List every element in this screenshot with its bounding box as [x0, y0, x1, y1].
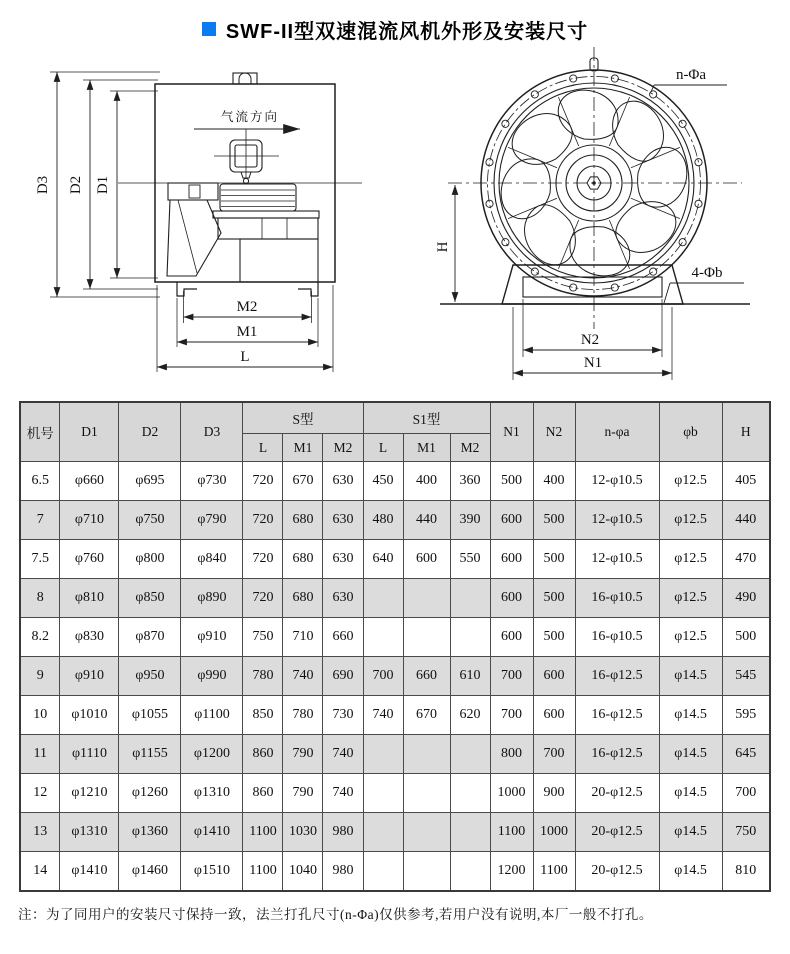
dimension-lines	[57, 72, 333, 367]
dim-d2-label: D2	[68, 175, 84, 195]
table-cell	[403, 774, 450, 813]
table-cell: 660	[323, 618, 363, 657]
mounting-foot-left	[177, 282, 197, 296]
table-cell	[363, 735, 403, 774]
table-cell: 500	[533, 501, 575, 540]
header-d3: D3	[181, 402, 243, 462]
table-cell: 1000	[490, 774, 533, 813]
table-cell: 400	[403, 462, 450, 501]
table-cell: 12-φ10.5	[575, 462, 659, 501]
header-phi-b: φb	[659, 402, 722, 462]
table-cell: 790	[283, 774, 323, 813]
table-cell: φ730	[181, 462, 243, 501]
table-cell: 730	[323, 696, 363, 735]
table-cell: 630	[323, 540, 363, 579]
table-cell: 600	[403, 540, 450, 579]
table-cell: 780	[283, 696, 323, 735]
table-cell: φ14.5	[659, 852, 722, 892]
lifting-lug	[233, 73, 257, 84]
header-s-m1: M1	[283, 434, 323, 462]
table-cell: 14	[20, 852, 60, 892]
table-cell: 710	[283, 618, 323, 657]
table-cell: 640	[363, 540, 403, 579]
table-cell: 500	[533, 540, 575, 579]
table-cell: 680	[283, 579, 323, 618]
table-cell: 600	[533, 657, 575, 696]
table-cell: 600	[533, 696, 575, 735]
table-row	[20, 852, 770, 892]
table-cell: 645	[722, 735, 770, 774]
table-cell: 850	[243, 696, 283, 735]
table-cell: 16-φ10.5	[575, 618, 659, 657]
header-s1-m2: M2	[450, 434, 490, 462]
table-cell: 6.5	[20, 462, 60, 501]
table-cell: φ1200	[181, 735, 243, 774]
table-cell: 12	[20, 774, 60, 813]
fan-front-view	[440, 47, 750, 380]
table-cell: φ12.5	[659, 618, 722, 657]
table-cell: 1100	[533, 852, 575, 892]
table-cell: 16-φ12.5	[575, 735, 659, 774]
junction-box	[214, 129, 279, 184]
table-cell	[450, 813, 490, 852]
motor-pedestal	[240, 239, 318, 282]
table-cell: 500	[533, 579, 575, 618]
table-cell: φ14.5	[659, 813, 722, 852]
table-cell	[403, 813, 450, 852]
dim-m2-label: M2	[236, 299, 258, 315]
table-cell: 500	[722, 618, 770, 657]
table-cell: 740	[323, 735, 363, 774]
table-cell	[363, 813, 403, 852]
table-cell: φ1510	[181, 852, 243, 892]
header-s-type: S型	[243, 402, 363, 434]
table-cell: 8	[20, 579, 60, 618]
table-cell: φ850	[119, 579, 181, 618]
table-cell: φ14.5	[659, 657, 722, 696]
table-cell: φ1055	[119, 696, 181, 735]
table-row	[20, 813, 770, 852]
table-cell: 720	[243, 462, 283, 501]
motor	[213, 184, 319, 239]
table-cell: 16-φ10.5	[575, 579, 659, 618]
header-s1-m1: M1	[403, 434, 450, 462]
table-cell: 11	[20, 735, 60, 774]
dim-l-label: L	[240, 349, 250, 365]
table-cell: 700	[490, 657, 533, 696]
header-d2: D2	[119, 402, 181, 462]
table-cell: 740	[363, 696, 403, 735]
table-cell: φ12.5	[659, 462, 722, 501]
table-cell	[450, 735, 490, 774]
table-cell: 390	[450, 501, 490, 540]
table-cell: 7	[20, 501, 60, 540]
table-cell: 810	[722, 852, 770, 892]
table-cell: 20-φ12.5	[575, 774, 659, 813]
table-cell: φ840	[181, 540, 243, 579]
table-cell: 500	[490, 462, 533, 501]
table-cell: 720	[243, 501, 283, 540]
table-cell: 595	[722, 696, 770, 735]
header-s-m2: M2	[323, 434, 363, 462]
page-title: SWF-II型双速混流风机外形及安装尺寸	[225, 20, 589, 43]
table-cell: 1000	[533, 813, 575, 852]
table-cell	[363, 852, 403, 892]
table-cell: 620	[450, 696, 490, 735]
table-cell: φ950	[119, 657, 181, 696]
header-machine-no: 机号	[20, 402, 60, 462]
table-cell: φ1310	[181, 774, 243, 813]
header-d1: D1	[60, 402, 119, 462]
extension-lines	[50, 72, 333, 372]
table-cell: 630	[323, 462, 363, 501]
dim-d3-label: D3	[35, 175, 51, 195]
table-cell: 700	[490, 696, 533, 735]
table-row	[20, 501, 770, 540]
dim-d1-label: D1	[95, 175, 111, 195]
table-cell: 630	[323, 579, 363, 618]
table-cell: 600	[490, 540, 533, 579]
table-cell: φ910	[181, 618, 243, 657]
table-cell: 740	[283, 657, 323, 696]
table-cell: φ750	[119, 501, 181, 540]
table-cell: 20-φ12.5	[575, 852, 659, 892]
table-cell: 700	[722, 774, 770, 813]
table-cell	[403, 579, 450, 618]
table-cell: 900	[533, 774, 575, 813]
table-cell: 480	[363, 501, 403, 540]
table-cell: 680	[283, 501, 323, 540]
footnote: 注：为了同用户的安装尺寸保持一致，法兰打孔尺寸(n-Φa)仅供参考,若用户没有说明,本厂一般不打孔。	[18, 907, 653, 922]
fan-side-view	[50, 72, 362, 372]
table-cell: 16-φ12.5	[575, 657, 659, 696]
table-cell: 860	[243, 774, 283, 813]
table-cell: φ830	[60, 618, 119, 657]
table-cell: 1040	[283, 852, 323, 892]
table-cell: 490	[722, 579, 770, 618]
table-cell: 700	[533, 735, 575, 774]
table-cell: φ1260	[119, 774, 181, 813]
table-cell: φ790	[181, 501, 243, 540]
table-cell: 405	[722, 462, 770, 501]
table-cell: φ710	[60, 501, 119, 540]
table-cell: φ1410	[60, 852, 119, 892]
dim-m1-label: M1	[236, 324, 258, 340]
table-cell: φ1010	[60, 696, 119, 735]
table-cell: φ1210	[60, 774, 119, 813]
front-center-lines	[448, 47, 742, 329]
table-cell: 680	[283, 540, 323, 579]
table-cell: 545	[722, 657, 770, 696]
table-cell: 980	[323, 852, 363, 892]
table-cell: 500	[533, 618, 575, 657]
table-cell: 400	[533, 462, 575, 501]
table-cell: φ1110	[60, 735, 119, 774]
table-cell: 1100	[490, 813, 533, 852]
table-cell: 800	[490, 735, 533, 774]
table-cell: 860	[243, 735, 283, 774]
table-cell: φ12.5	[659, 579, 722, 618]
table-cell: 1100	[243, 852, 283, 892]
table-cell: φ800	[119, 540, 181, 579]
table-cell: φ695	[119, 462, 181, 501]
table-cell: 980	[323, 813, 363, 852]
table-cell	[450, 618, 490, 657]
mounting-foot-right	[298, 282, 318, 296]
table-row	[20, 579, 770, 618]
table-cell: 12-φ10.5	[575, 501, 659, 540]
table-cell: 1200	[490, 852, 533, 892]
table-cell: φ12.5	[659, 501, 722, 540]
table-cell: φ1100	[181, 696, 243, 735]
table-cell: 8.2	[20, 618, 60, 657]
page-title-row	[0, 0, 790, 45]
table-row	[20, 657, 770, 696]
table-cell: φ14.5	[659, 735, 722, 774]
table-cell: φ1310	[60, 813, 119, 852]
table-cell: 670	[283, 462, 323, 501]
table-cell: φ990	[181, 657, 243, 696]
table-cell: 600	[490, 618, 533, 657]
table-cell: 16-φ12.5	[575, 696, 659, 735]
table-cell: 690	[323, 657, 363, 696]
title-bullet-icon	[202, 22, 216, 36]
table-cell: 360	[450, 462, 490, 501]
table-row	[20, 735, 770, 774]
table-cell	[403, 735, 450, 774]
table-cell: 720	[243, 579, 283, 618]
table-cell: φ1360	[119, 813, 181, 852]
table-cell: 10	[20, 696, 60, 735]
table-cell: 750	[722, 813, 770, 852]
table-cell: φ660	[60, 462, 119, 501]
table-cell	[363, 774, 403, 813]
table-row	[20, 696, 770, 735]
table-cell	[363, 618, 403, 657]
flange-holes-label: n-Φa	[675, 67, 707, 83]
table-cell	[450, 579, 490, 618]
table-cell: 12-φ10.5	[575, 540, 659, 579]
header-s1-type: S1型	[363, 402, 490, 434]
spec-table-body	[20, 462, 770, 892]
table-cell: φ910	[60, 657, 119, 696]
table-cell: φ14.5	[659, 774, 722, 813]
technical-drawings	[0, 45, 790, 397]
table-cell: 720	[243, 540, 283, 579]
table-cell: 470	[722, 540, 770, 579]
table-cell: 790	[283, 735, 323, 774]
table-cell	[363, 579, 403, 618]
table-row	[20, 540, 770, 579]
inlet-cone	[167, 183, 221, 276]
table-cell: 750	[243, 618, 283, 657]
header-n2: N2	[533, 402, 575, 462]
table-cell: φ890	[181, 579, 243, 618]
table-cell: 670	[403, 696, 450, 735]
table-cell: φ1410	[181, 813, 243, 852]
table-cell: 440	[403, 501, 450, 540]
table-cell: 740	[323, 774, 363, 813]
table-cell: φ12.5	[659, 540, 722, 579]
table-cell: φ14.5	[659, 696, 722, 735]
base-holes-label: 4-Φb	[691, 265, 723, 281]
header-h: H	[722, 402, 770, 462]
table-cell: 610	[450, 657, 490, 696]
table-cell	[450, 852, 490, 892]
header-s-l: L	[243, 434, 283, 462]
airflow-direction-label: 气流方向	[220, 110, 280, 124]
table-cell: 780	[243, 657, 283, 696]
dimension-table	[19, 401, 771, 892]
table-cell: 600	[490, 501, 533, 540]
table-cell: 20-φ12.5	[575, 813, 659, 852]
table-cell: 550	[450, 540, 490, 579]
table-cell: 7.5	[20, 540, 60, 579]
table-cell: 450	[363, 462, 403, 501]
table-cell: 1100	[243, 813, 283, 852]
table-cell: φ1155	[119, 735, 181, 774]
table-cell: φ810	[60, 579, 119, 618]
table-cell	[403, 852, 450, 892]
table-cell: 440	[722, 501, 770, 540]
table-cell: 660	[403, 657, 450, 696]
table-cell	[403, 618, 450, 657]
table-cell	[450, 774, 490, 813]
table-row	[20, 462, 770, 501]
dim-n1-label: N1	[583, 355, 603, 371]
table-cell: φ760	[60, 540, 119, 579]
table-cell: 9	[20, 657, 60, 696]
header-s1-l: L	[363, 434, 403, 462]
table-cell: 1030	[283, 813, 323, 852]
dim-h-label: H	[435, 241, 451, 253]
table-cell: φ1460	[119, 852, 181, 892]
dim-n2-label: N2	[580, 332, 600, 348]
table-cell: φ870	[119, 618, 181, 657]
table-row	[20, 618, 770, 657]
table-cell: 13	[20, 813, 60, 852]
table-cell: 700	[363, 657, 403, 696]
header-n1: N1	[490, 402, 533, 462]
table-cell: 600	[490, 579, 533, 618]
table-cell: 630	[323, 501, 363, 540]
table-row	[20, 774, 770, 813]
table-header	[20, 402, 770, 462]
header-n-phi-a: n-φa	[575, 402, 659, 462]
